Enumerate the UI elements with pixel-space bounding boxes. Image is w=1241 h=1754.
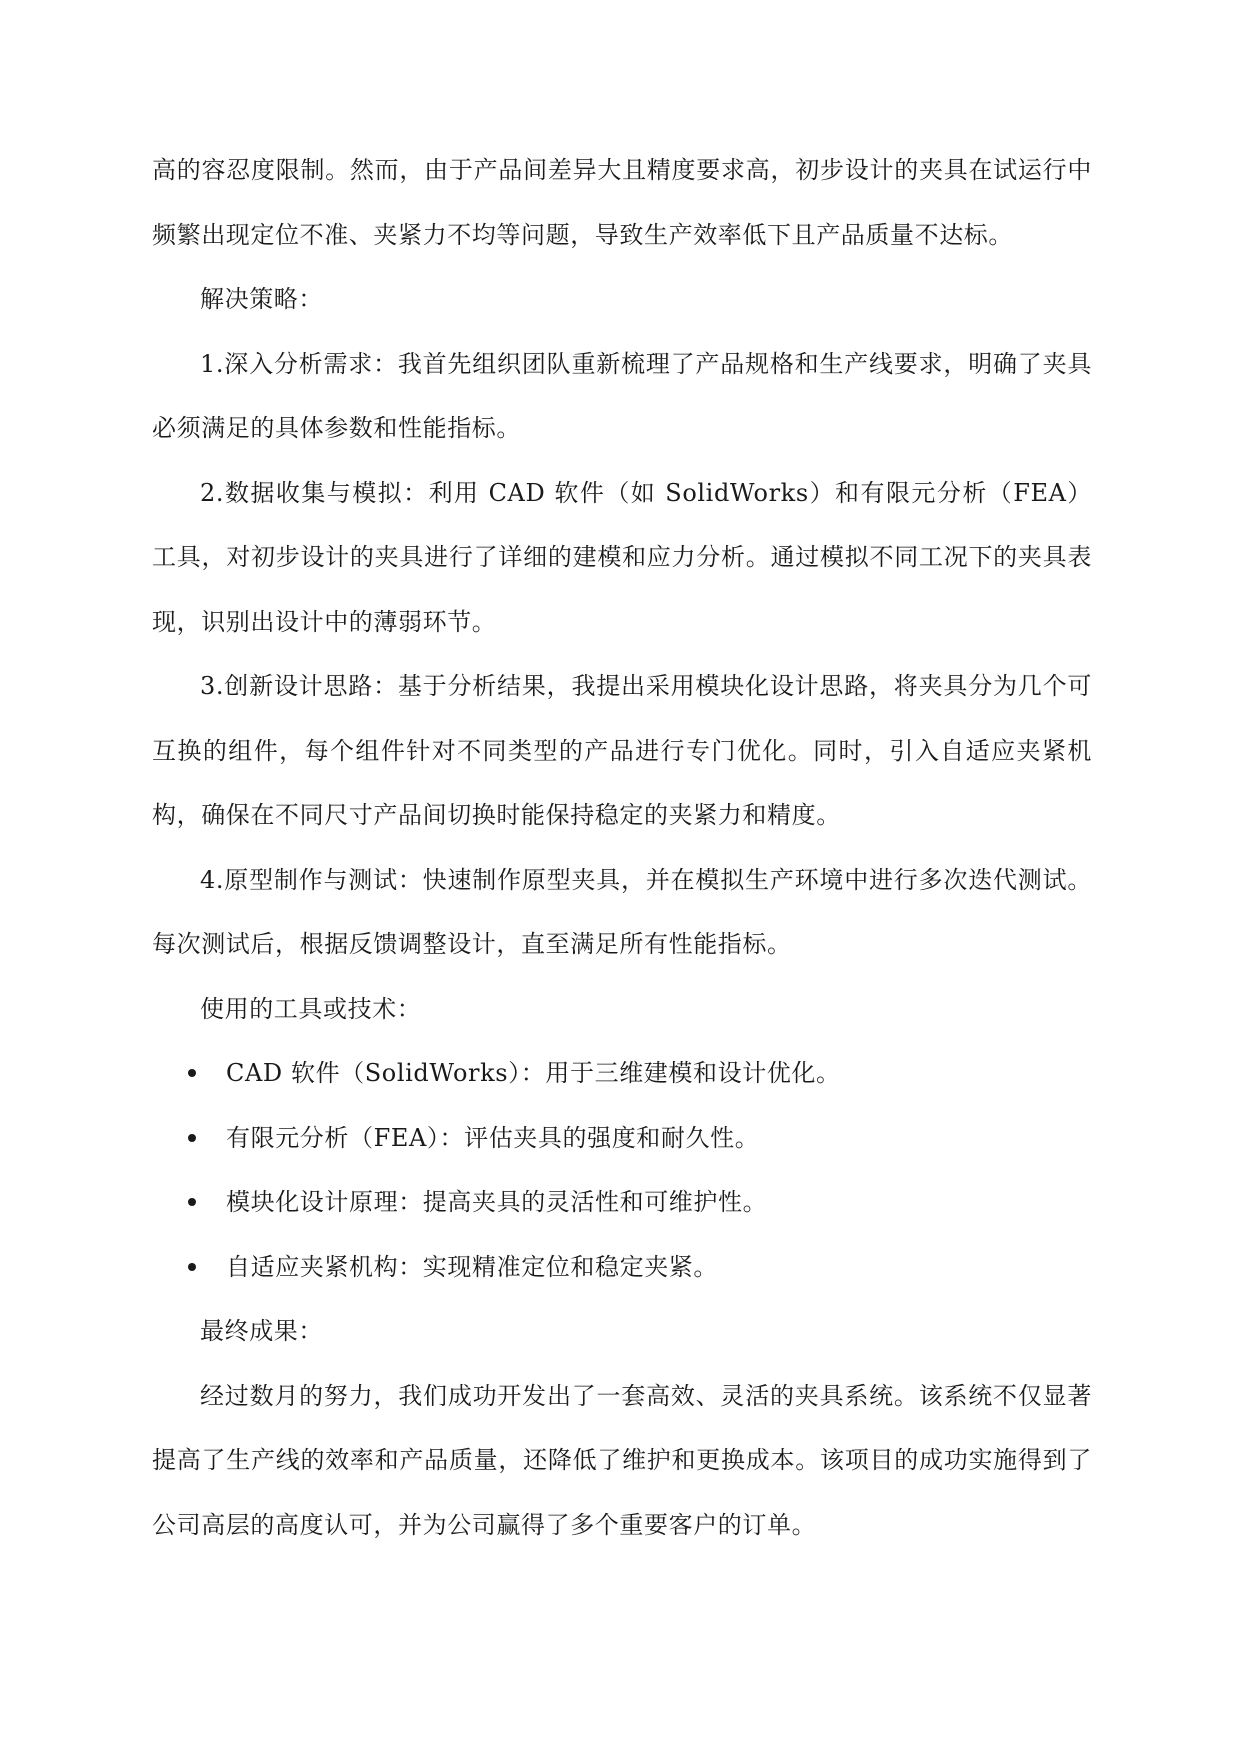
list-item	[152, 1041, 1092, 1106]
heading-solution-strategy: 解决策略：	[200, 285, 323, 313]
paragraph-continuation: 高的容忍度限制。然而，由于产品间差异大且精度要求高，初步设计的夹具在试运行中频繁出现定位不准、夹紧力不均等问题，导致生产效率低下且产品质量不达标。	[152, 156, 1092, 249]
tools-list	[152, 1041, 1092, 1299]
final-results-paragraph: 经过数月的努力，我们成功开发出了一套高效、灵活的夹具系统。该系统不仅显著提高了生产线的效率和产品质量，还降低了维护和更换成本。该项目的成功实施得到了公司高层的高度认可，并为公司赢得了多个重要客户的订单。	[152, 1381, 1092, 1539]
bullet-icon	[188, 1134, 196, 1142]
list-item	[152, 1106, 1092, 1171]
list-item-text: 有限元分析（FEA）：评估夹具的强度和耐久性。	[226, 1123, 760, 1152]
strategy-step-3: 3.创新设计思路：基于分析结果，我提出采用模块化设计思路，将夹具分为几个可互换的组件，每个组件针对不同类型的产品进行专门优化。同时，引入自适应夹紧机构，确保在不同尺寸产品间切换时能保持稳定的夹紧力和精度。	[152, 672, 1092, 829]
list-item	[152, 1170, 1092, 1235]
bullet-icon	[188, 1069, 196, 1077]
list-item	[152, 1235, 1092, 1300]
bullet-icon	[188, 1198, 196, 1206]
document-body	[152, 138, 1092, 1557]
list-item-text: CAD 软件（SolidWorks）：用于三维建模和设计优化。	[226, 1059, 841, 1087]
strategy-step-4: 4.原型制作与测试：快速制作原型夹具，并在模拟生产环境中进行多次迭代测试。每次测试后，根据反馈调整设计，直至满足所有性能指标。	[152, 865, 1092, 958]
strategy-step-2: 2.数据收集与模拟：利用 CAD 软件（如 SolidWorks）和有限元分析（FEA）工具，对初步设计的夹具进行了详细的建模和应力分析。通过模拟不同工况下的夹具表现，识别出设计中的薄弱环节。	[152, 478, 1092, 636]
heading-tools-techniques: 使用的工具或技术：	[200, 994, 422, 1023]
list-item-text: 自适应夹紧机构：实现精准定位和稳定夹紧。	[226, 1252, 718, 1281]
heading-final-results: 最终成果：	[200, 1317, 323, 1345]
bullet-icon	[188, 1263, 196, 1271]
list-item-text: 模块化设计原理：提高夹具的灵活性和可维护性。	[226, 1188, 768, 1216]
strategy-step-1: 1.深入分析需求：我首先组织团队重新梳理了产品规格和生产线要求，明确了夹具必须满足的具体参数和性能指标。	[152, 349, 1092, 442]
